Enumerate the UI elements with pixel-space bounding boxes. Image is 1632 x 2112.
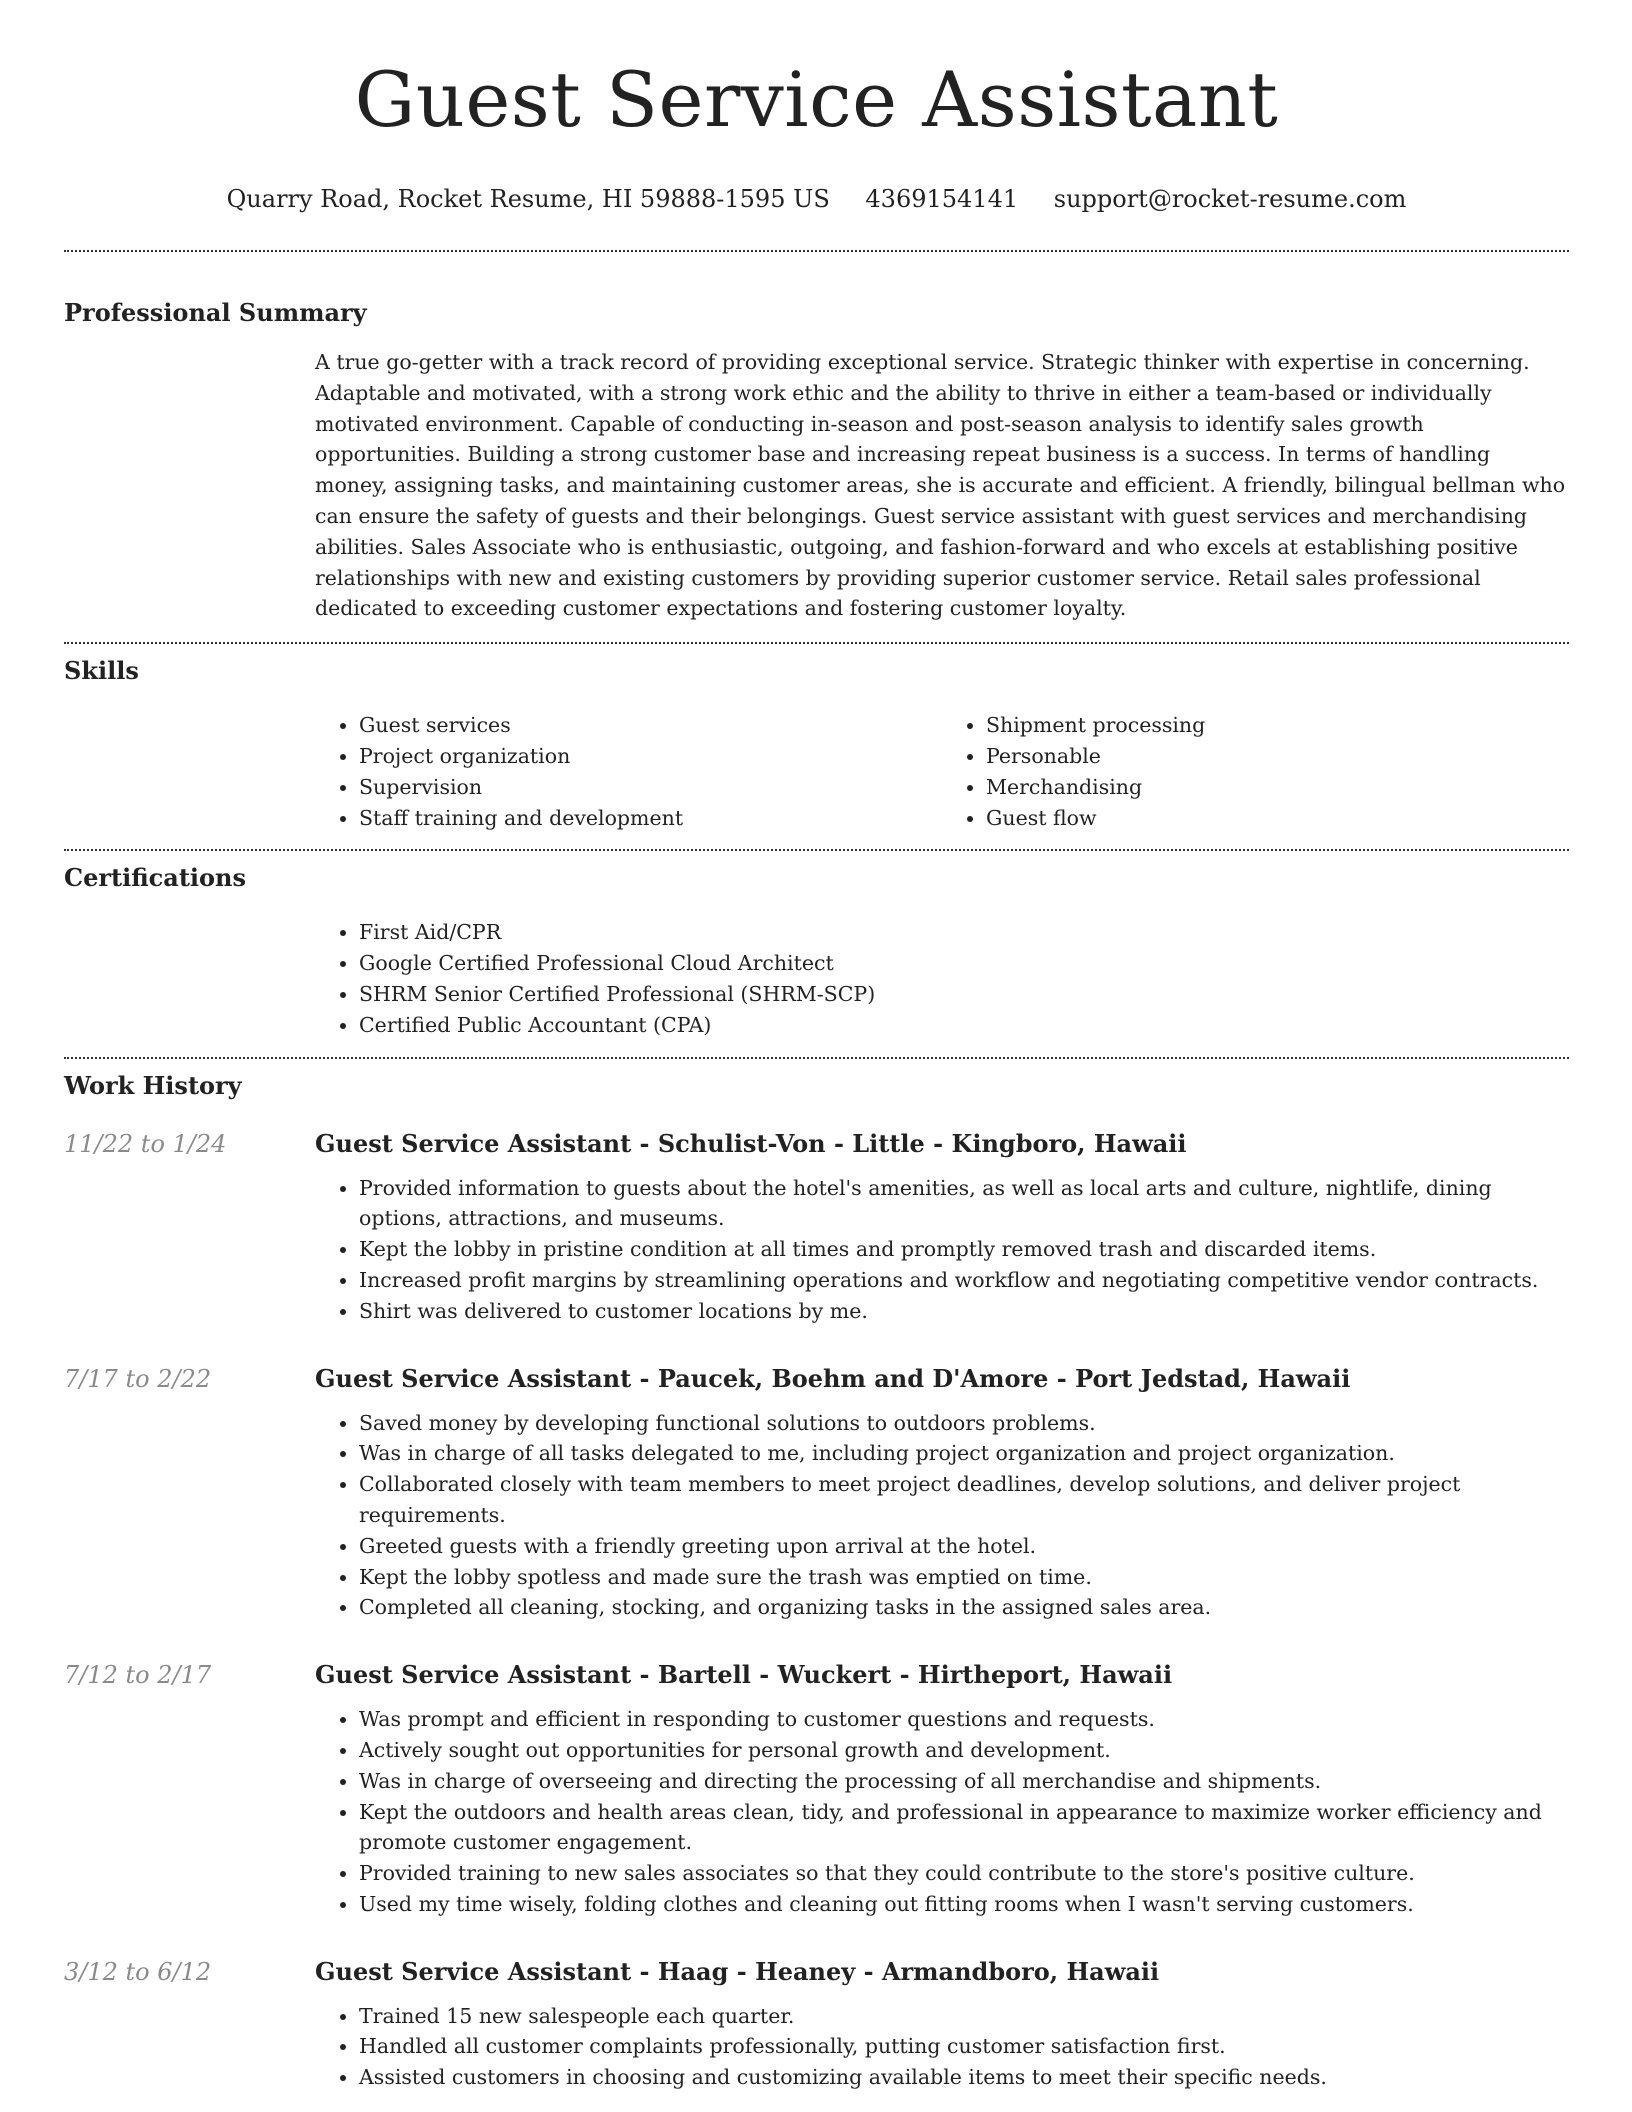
resume-page — [64, 0, 1569, 2093]
job-bullet: • Increased profit margins by streamlining operations and workflow and negotiating competitive vendor contracts. — [359, 1265, 1569, 1296]
job-bullet: • Used my time wisely, folding clothes and cleaning out fitting rooms when I wasn't serving customers. — [359, 1889, 1569, 1920]
summary-text: A true go-getter with a track record of providing exceptional service. Strategic thinker with expertise in concerning. Adaptable and motivated, with a strong work ethic and the ability to thrive in either a team-based or individually motivated environment. Capable of conducting in-season and post-season analysis to identify sales growth opportunities. Building a strong customer base and increasing repeat business is a success. In terms of handling money, assigning tasks, and maintaining customer areas, she is accurate and efficient. A friendly, bilingual bellman who can ensure the safety of guests and their belongings. Guest service assistant with guest services and merchandising abilities. Sales Associate who is enthusiastic, outgoing, and fashion-forward and who excels at establishing positive relationships with new and existing customers by providing superior customer service. Retail sales professional dedicated to exceeding customer expectations and fostering customer loyalty. — [315, 350, 1566, 621]
skill-item: • Project organization — [359, 741, 942, 772]
job-bullet-list — [315, 1704, 1569, 1920]
contact-address: Quarry Road, Rocket Resume, HI 59888-1595 US — [226, 185, 830, 213]
job-entry — [64, 1129, 1569, 1327]
contact-email[interactable]: support@rocket-resume.com — [1053, 185, 1407, 213]
skill-item: • Staff training and development — [359, 803, 942, 834]
section-divider — [64, 642, 1569, 644]
job-bullet-list — [315, 1408, 1569, 1624]
job-bullet: • Assisted customers in choosing and customizing available items to meet their specific needs. — [359, 2062, 1569, 2093]
job-bullet: • Saved money by developing functional solutions to outdoors problems. — [359, 1408, 1569, 1439]
certifications-section — [64, 863, 1569, 1040]
job-entry — [64, 1660, 1569, 1920]
certifications-body — [315, 917, 1569, 1040]
summary-heading: Professional Summary — [64, 298, 367, 327]
job-entry — [64, 1364, 1569, 1624]
job-dates: 7/12 to 2/17 — [64, 1661, 212, 1690]
work-history-section — [64, 1071, 1569, 2094]
skills-list-left — [315, 710, 942, 833]
skills-body — [315, 710, 1569, 833]
job-bullet: • Provided training to new sales associates so that they could contribute to the store's positive culture. — [359, 1858, 1569, 1889]
skill-item: • Personable — [986, 741, 1569, 772]
job-main — [315, 1364, 1569, 1624]
job-bullet-list — [315, 2001, 1569, 2093]
skills-heading: Skills — [64, 656, 139, 686]
contact-line — [64, 184, 1569, 214]
skill-item: • Merchandising — [986, 772, 1569, 803]
contact-phone: 4369154141 — [865, 185, 1019, 213]
section-divider — [64, 250, 1569, 252]
skill-item: • Supervision — [359, 772, 942, 803]
work-history-heading: Work History — [64, 1070, 242, 1100]
certification-item: • First Aid/CPR — [359, 917, 1569, 948]
job-dates: 11/22 to 1/24 — [64, 1129, 227, 1158]
job-bullet-list — [315, 1173, 1569, 1327]
job-bullet: • Provided information to guests about the hotel's amenities, as well as local arts and culture, nightlife, dining options, attractions, and museums. — [359, 1173, 1569, 1235]
section-divider — [64, 849, 1569, 851]
job-bullet: • Handled all customer complaints professionally, putting customer satisfaction first. — [359, 2031, 1569, 2062]
certification-item: • SHRM Senior Certified Professional (SHRM-SCP) — [359, 979, 1569, 1010]
job-main — [315, 1957, 1569, 2093]
job-bullet: • Greeted guests with a friendly greeting upon arrival at the hotel. — [359, 1531, 1569, 1562]
job-bullet: • Was in charge of overseeing and directing the processing of all merchandise and shipments. — [359, 1766, 1569, 1797]
skill-item: • Shipment processing — [986, 710, 1569, 741]
job-main — [315, 1660, 1569, 1920]
job-bullet: • Completed all cleaning, stocking, and organizing tasks in the assigned sales area. — [359, 1592, 1569, 1623]
job-bullet: • Trained 15 new salespeople each quarter. — [359, 2001, 1569, 2032]
section-divider — [64, 1057, 1569, 1059]
summary-section — [64, 298, 1569, 624]
summary-body — [315, 347, 1569, 624]
job-title: Guest Service Assistant - Haag - Heaney - Armandboro, Hawaii — [315, 1956, 1160, 1986]
job-dates: 7/17 to 2/22 — [64, 1364, 212, 1393]
job-bullet: • Collaborated closely with team members to meet project deadlines, develop solutions, and deliver project requirements. — [359, 1469, 1569, 1531]
job-bullet: • Shirt was delivered to customer locations by me. — [359, 1296, 1569, 1327]
job-bullet: • Kept the lobby in pristine condition at all times and promptly removed trash and discarded items. — [359, 1234, 1569, 1265]
job-bullet: • Actively sought out opportunities for personal growth and development. — [359, 1735, 1569, 1766]
skills-section — [64, 656, 1569, 833]
certifications-heading: Certifications — [64, 863, 247, 893]
skill-item: • Guest flow — [986, 803, 1569, 834]
job-bullet: • Kept the lobby spotless and made sure the trash was emptied on time. — [359, 1562, 1569, 1593]
job-bullet: • Was prompt and efficient in responding to customer questions and requests. — [359, 1704, 1569, 1735]
job-dates: 3/12 to 6/12 — [64, 1957, 212, 1986]
skills-list-right — [942, 710, 1569, 833]
certification-item: • Google Certified Professional Cloud Architect — [359, 948, 1569, 979]
job-bullet: • Kept the outdoors and health areas clean, tidy, and professional in appearance to maximize worker efficiency and promote customer engagement. — [359, 1797, 1569, 1859]
job-entry — [64, 1957, 1569, 2093]
job-main — [315, 1129, 1569, 1327]
certification-item: • Certified Public Accountant (CPA) — [359, 1010, 1569, 1041]
job-bullet: • Was in charge of all tasks delegated to me, including project organization and project organization. — [359, 1438, 1569, 1469]
skill-item: • Guest services — [359, 710, 942, 741]
job-title: Guest Service Assistant - Bartell - Wuckert - Hirtheport, Hawaii — [315, 1660, 1173, 1690]
job-title: Guest Service Assistant - Schulist-Von - Little - Kingboro, Hawaii — [315, 1128, 1187, 1158]
certifications-list — [315, 917, 1569, 1040]
candidate-name: Guest Service Assistant — [354, 55, 1279, 144]
job-title: Guest Service Assistant - Paucek, Boehm and D'Amore - Port Jedstad, Hawaii — [315, 1363, 1351, 1393]
